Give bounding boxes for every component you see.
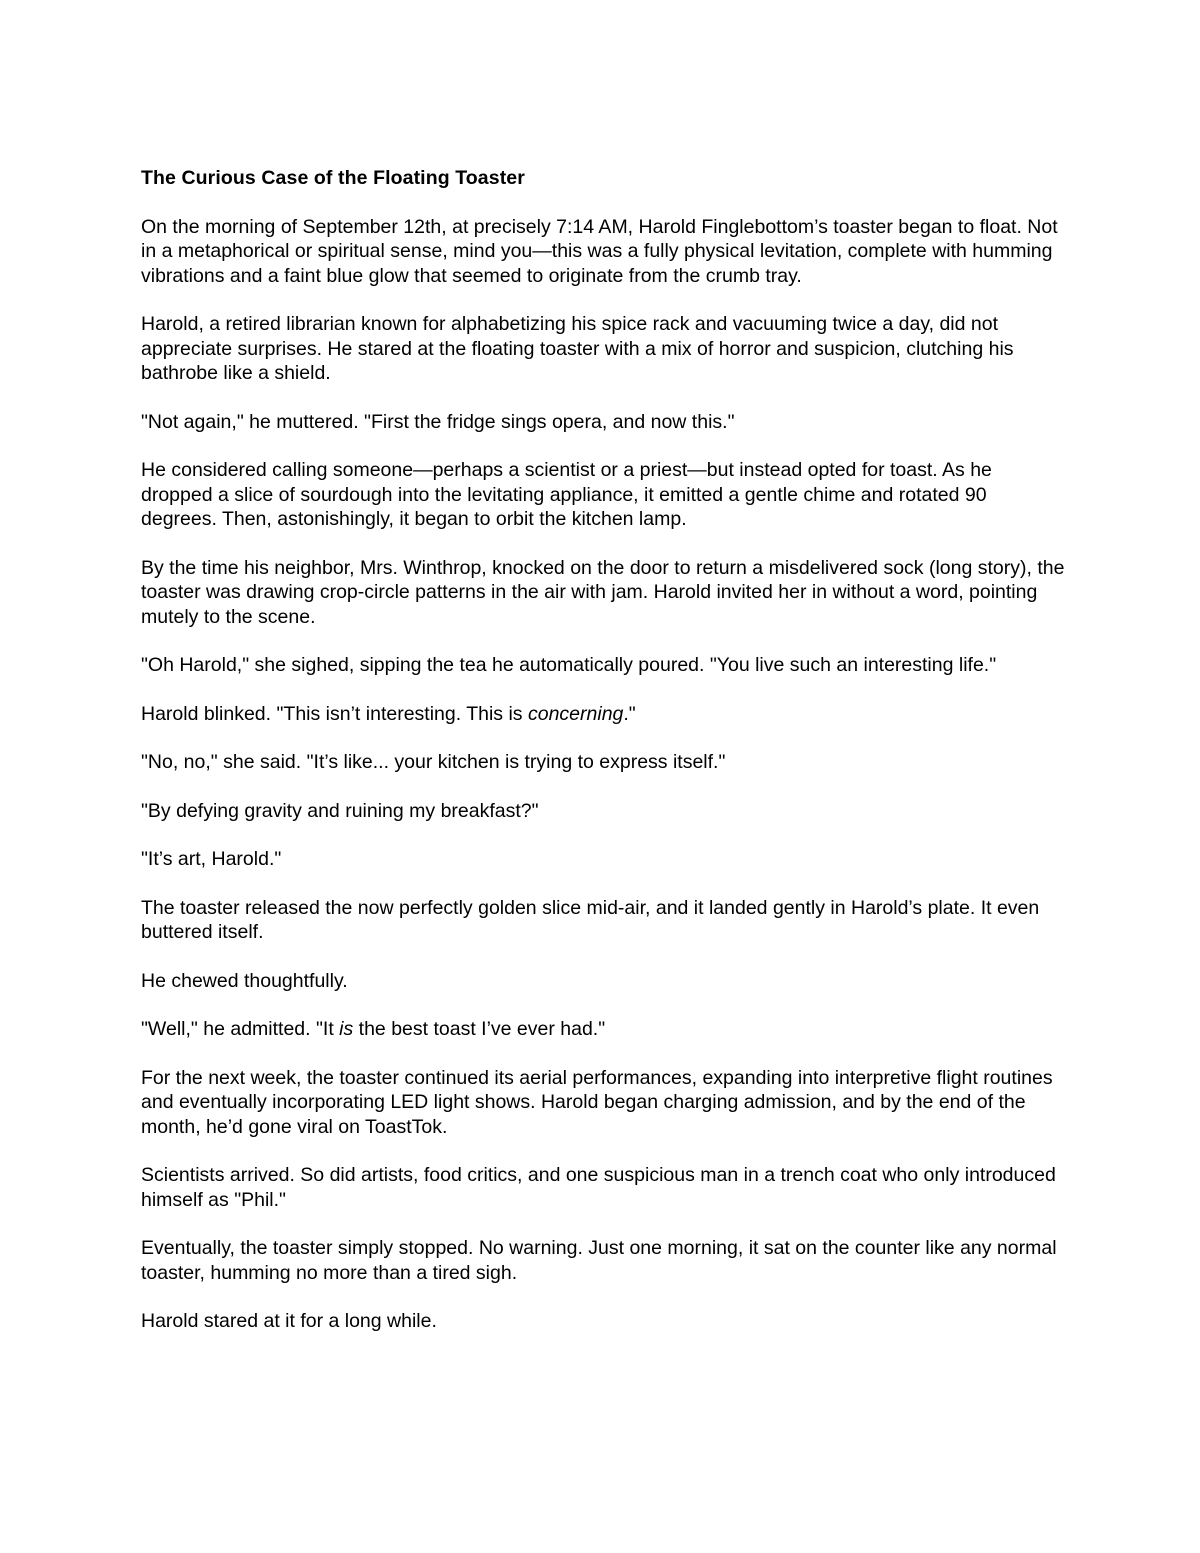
paragraph: Scientists arrived. So did artists, food critics, and one suspicious man in a trench coat who only introduced himself as "Phil." [141, 1164, 1056, 1211]
paragraph-text: "Well," he admitted. "It [141, 1018, 340, 1040]
paragraph: "Not again," he muttered. "First the fridge sings opera, and now this." [141, 410, 735, 433]
paragraph-text: Harold blinked. "This isn’t interesting. This is [141, 702, 528, 725]
paragraph-text: ." [623, 702, 636, 725]
paragraph-text: the best toast I’ve ever had." [353, 1018, 606, 1040]
paragraph: "Oh Harold," she sighed, sipping the tea he automatically poured. "You live such an interesting life." [141, 654, 997, 676]
paragraph: "It’s art, Harold." [141, 848, 282, 870]
paragraph [141, 1017, 1066, 1042]
document-page [141, 166, 1066, 1358]
paragraph: Harold stared at it for a long while. [141, 1310, 437, 1332]
paragraph: "By defying gravity and ruining my breakfast?" [141, 799, 539, 822]
paragraph: Harold, a retired librarian known for alphabetizing his spice rack and vacuuming twice a day, did not appreciate surprises. He stared at the floating toaster with a mix of horror and suspicion, clutching his bathrobe like a shield. [141, 313, 1014, 384]
paragraph [141, 702, 1066, 727]
paragraph: He chewed thoughtfully. [141, 969, 348, 992]
paragraph: For the next week, the toaster continued its aerial performances, expanding into interpretive flight routines and eventually incorporating LED light shows. Harold began charging admission, and by the end of the month, he’d gone viral on ToastTok. [141, 1066, 1053, 1138]
paragraph: Eventually, the toaster simply stopped. No warning. Just one morning, it sat on the counter like any normal toaster, humming no more than a tired sigh. [141, 1237, 1057, 1284]
paragraph: He considered calling someone—perhaps a scientist or a priest—but instead opted for toast. As he dropped a slice of sourdough into the levitating appliance, it emitted a gentle chime and rotated 90 degrees. Then, astonishingly, it began to orbit the kitchen lamp. [141, 459, 992, 530]
paragraph: The toaster released the now perfectly golden slice mid-air, and it landed gently in Harold’s plate. It even buttered itself. [141, 896, 1040, 943]
paragraph: By the time his neighbor, Mrs. Winthrop, knocked on the door to return a misdelivered sock (long story), the toaster was drawing crop-circle patterns in the air with jam. Harold invited her in without a word, pointing mutely to the scene. [141, 556, 1065, 628]
document-title: The Curious Case of the Floating Toaster [141, 167, 525, 189]
paragraph: On the morning of September 12th, at precisely 7:14 AM, Harold Finglebottom’s toaster began to float. Not in a metaphorical or spiritual sense, mind you—this was a fully physical levitation, complete with humming vibrations and a faint blue glow that seemed to originate from the crumb tray. [141, 215, 1058, 287]
emphasis-text: is [339, 1018, 354, 1040]
paragraph: "No, no," she said. "It’s like... your kitchen is trying to express itself." [141, 751, 726, 773]
emphasis-text: concerning [527, 702, 624, 725]
